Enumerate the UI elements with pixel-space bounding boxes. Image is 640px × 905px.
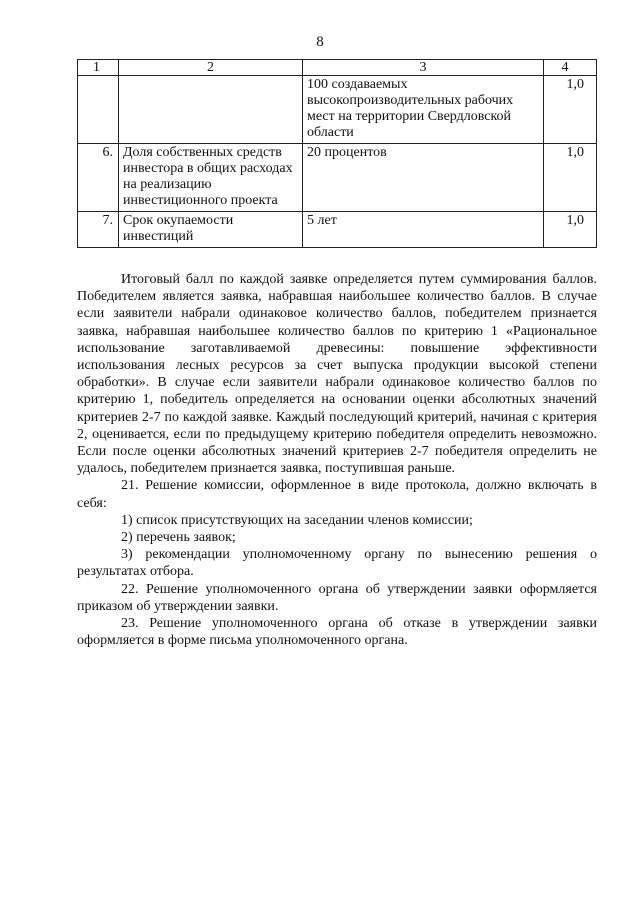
table-header-row [78,60,597,76]
criterion-cell: Срок окупаемости инвестиций [119,212,303,248]
list-item-1: 1) список присутствующих на заседании членов комиссии; [121,512,473,528]
paragraph-23: 23. Решение уполномоченного органа об отказе в утверждении заявки оформляется в форме письма уполномоченного органа. [77,616,597,649]
criterion-cell: Доля собственных средств инвестора в общих расходах на реализацию инвестиционного проекта [119,144,303,212]
value-cell: 20 процентов [303,144,544,212]
paragraph-scoring: Итоговый балл по каждой заявке определяется путем суммирования баллов. Победителем является заявка, набравшая наибольшее количество баллов. В случае если заявители набрали одинаковое количество баллов, победителем признается заявка, набравшая наибольшее количество баллов по критерию 1 «Рациональное использование заготавливаемой древесины: повышение эффективности использования лесных ресурсов за счет выпуска продукции высокой степени обработки». В случае если заявители набрали одинаковое количество баллов по критерию 1, победитель определяется на основании оценки абсолютных значений критериев 2-7 по каждой заявке. Каждый последующий критерий, начиная с критерия 2, оценивается, если по предыдущему критерию победителя определить невозможно. Если после оценки абсолютных значений критериев 2-7 победителя определить не удалось, победителем признается заявка, поступившая раньше. [77,272,597,477]
value-cell: 5 лет [303,212,544,248]
row-number-cell: 6. [78,144,119,212]
header-cell-3: 3 [303,60,544,76]
header-cell-2: 2 [119,60,303,76]
paragraph-21: 21. Решение комиссии, оформленное в виде протокола, должно включать в себя: [77,478,597,511]
criterion-cell [119,76,303,144]
header-cell-1: 1 [78,60,119,76]
table-row [78,212,597,248]
criteria-table [77,59,597,248]
row-number-cell [78,76,119,144]
page-number: 8 [316,34,324,50]
score-cell: 1,0 [544,212,597,248]
body-text [77,271,597,649]
list-item-2: 2) перечень заявок; [121,530,236,546]
table-row [78,76,597,144]
score-cell: 1,0 [544,76,597,144]
header-cell-4: 4 [544,60,597,76]
paragraph-22: 22. Решение уполномоченного органа об утверждении заявки оформляется приказом об утверждении заявки. [77,581,597,614]
row-number-cell: 7. [78,212,119,248]
value-cell: 100 создаваемых высокопроизводительных рабочих мест на территории Свердловской области [303,76,544,144]
score-cell: 1,0 [544,144,597,212]
table-row [78,144,597,212]
list-item-3: 3) рекомендации уполномоченному органу по вынесению решения о результатах отбора. [77,547,597,580]
